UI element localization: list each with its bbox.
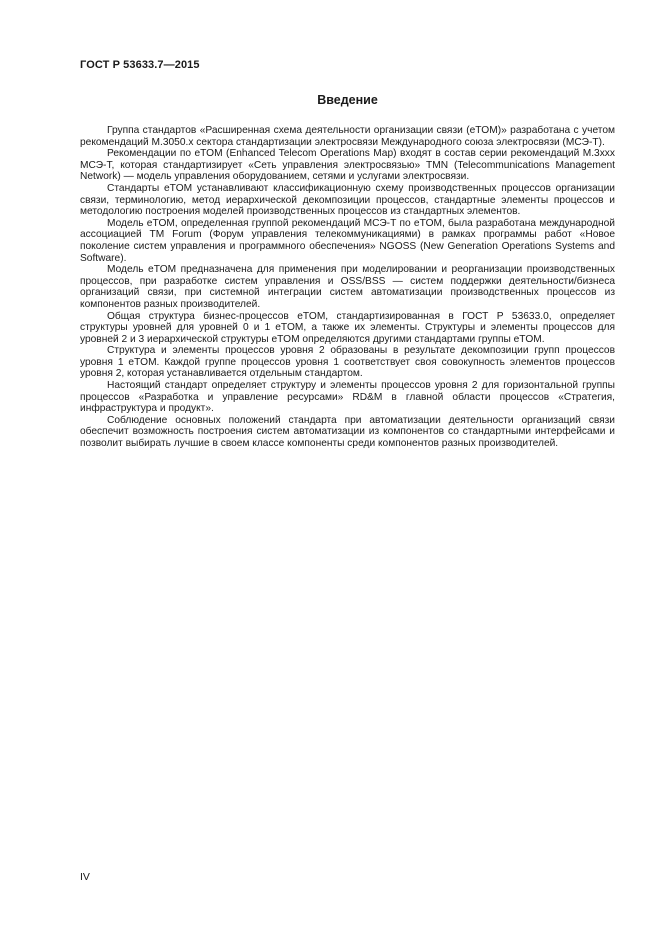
paragraph: Соблюдение основных положений стандарта при автоматизации деятельности организаций связи обеспечит возможность построения систем автоматизации из компонентов со стандартными интерфейсами и позволит выбирать лучшие в своем классе компоненты среди компонентов разных производителей. (80, 414, 615, 450)
paragraph: Общая структура бизнес-процессов eTOM, стандартизированная в ГОСТ Р 53633.0, определяет структуры уровней для уровней 0 и 1 eTOM, а также их элементы. Структуры и элементы процессов для уровней 2 и 3 иерархической структуры eTOM определяются другими стандартами группы eTOM. (80, 310, 615, 345)
body-text (80, 125, 615, 450)
paragraph: Группа стандартов «Расширенная схема деятельности организации связи (eTOM)» разработана с учетом рекомендаций М.3050.х сектора стандартизации электросвязи Международного союза электросвязи (МСЭ-Т). (80, 125, 615, 148)
paragraph: Настоящий стандарт определяет структуру и элементы процессов уровня 2 для горизонтальной группы процессов «Разработка и управление ресурсами» RD&M в главной области процессов «Стратегия, инфраструктура и продукт». (80, 380, 615, 415)
paragraph: Модель eTOM предназначена для применения при моделировании и реорганизации производственных процессов, при разработке систем управления и OSS/BSS — систем поддержки деятельности/бизнеса организаций связи, при системной интеграции систем автоматизации производственных процессов из компонентов разных производителей. (80, 264, 615, 310)
paragraph: Стандарты eTOM устанавливают классификационную схему производственных процессов организации связи, терминологию, метод иерархической декомпозиции процессов, стандартные элементы процессов и методологию построения моделей производственных процессов из стандартных элементов. (80, 182, 615, 218)
paragraph: Структура и элементы процессов уровня 2 образованы в результате декомпозиции групп процессов уровня 1 eTOM. Каждой группе процессов уровня 1 соответствует своя совокупность элементов процессов уровня 2, которая устанавливается отдельным стандартом. (80, 345, 615, 380)
paragraph: Рекомендации по eTOM (Enhanced Telecom Operations Map) входят в состав серии рекомендаций М.3ххх МСЭ-Т, которая стандартизирует «Сеть управления электросвязью» TMN (Telecommunications Management Network) — модель управления оборудованием, сетями и услугами электросвязи. (80, 148, 615, 183)
section-title: Введение (317, 93, 378, 107)
paragraph: Модель eTOM, определенная группой рекомендаций МСЭ-Т по eTOM, была разработана международной ассоциацией TM Forum (Форум управления телекоммуникациями) в рамках программы работ «Новое поколение систем управления и программного обеспечения» NGOSS (New Generation Operations Systems and Software). (80, 217, 615, 264)
document-header: ГОСТ Р 53633.7—2015 (80, 59, 200, 71)
page-number: IV (80, 871, 90, 883)
